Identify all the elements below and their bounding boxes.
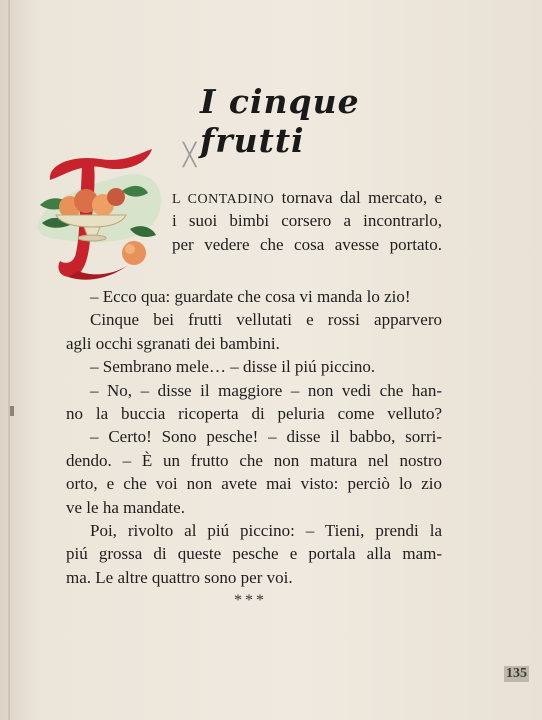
margin-mark — [10, 406, 14, 416]
story-body — [66, 285, 442, 589]
text-line: Cinque bei frutti vellutati e rossi apparvero — [90, 310, 442, 330]
page-number: 135 — [506, 666, 527, 681]
text-fragment: tornava dal mercato, e — [274, 188, 442, 207]
page-title: I cinque frutti — [200, 82, 360, 160]
text-line: ve le ha mandate. — [66, 497, 185, 517]
text-line: i suoi bimbi corsero a incontrarlo, — [172, 211, 442, 231]
text-line: dendo. – È un frutto che non matura nel nostro — [66, 450, 442, 470]
text-line: agli occhi sgranati dei bambini. — [66, 333, 280, 353]
text-line: ma. Le altre quattro sono per voi. — [66, 567, 293, 587]
section-separator: *** — [234, 592, 267, 609]
text-line: Poi, rivolto al piú piccino: – Tieni, prendi la — [90, 520, 442, 540]
first-paragraph — [172, 186, 442, 256]
text-line: piú grossa di queste pesche e portala alla mam- — [66, 544, 442, 564]
text-line: – Ecco qua: guardate che cosa vi manda lo zio! — [90, 287, 411, 306]
page-gutter — [8, 0, 10, 720]
text-line — [172, 186, 442, 209]
text-line: no la buccia ricoperta di peluria come velluto? — [66, 403, 442, 423]
text-line: orto, e che voi non avete mai visto: perciò lo zio — [66, 474, 442, 494]
text-line: per vedere che cosa avesse portato. — [172, 234, 442, 254]
small-caps-lead: L CONTADINO — [172, 192, 275, 207]
drop-cap-illustration — [30, 145, 170, 285]
text-line: – No, – disse il maggiore – non vedi che han- — [90, 380, 442, 400]
pencil-mark: ╳ — [183, 143, 197, 168]
text-line: – Certo! Sono pesche! – disse il babbo, sorri- — [90, 427, 442, 447]
text-line: – Sembrano mele… – disse il piú piccino. — [90, 357, 376, 377]
